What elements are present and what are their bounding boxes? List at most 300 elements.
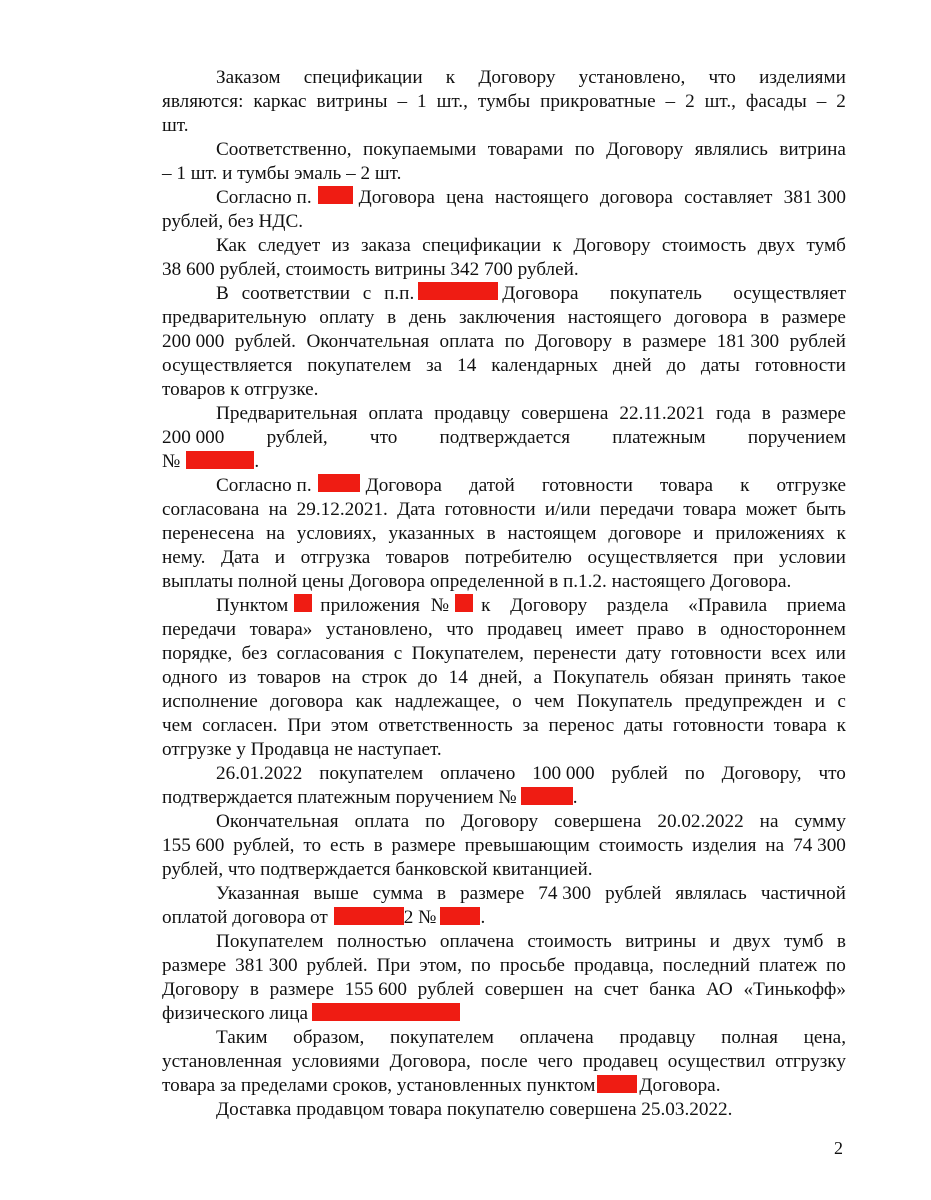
word: размере — [642, 331, 707, 352]
word: Договора — [502, 283, 579, 304]
word: витрины — [316, 91, 388, 112]
word: в — [387, 307, 397, 328]
word: передачи — [599, 499, 674, 520]
word: Дата — [220, 547, 260, 568]
word: покупатель — [609, 283, 702, 304]
word: на — [574, 979, 593, 1000]
word: указанных — [388, 523, 475, 544]
word: совершен — [484, 979, 564, 1000]
word: 100 000 — [532, 763, 595, 784]
word: Договору — [573, 235, 651, 256]
word: 200 000 — [162, 331, 225, 352]
word: витрина — [779, 139, 846, 160]
word: договора — [599, 187, 673, 208]
word: размере — [391, 835, 456, 856]
word: стоимость — [598, 835, 684, 856]
word: тумб — [806, 235, 846, 256]
page-number: 2 — [834, 1138, 843, 1158]
redaction-box — [597, 1075, 637, 1093]
word: совершена — [554, 811, 642, 832]
p13-line1 — [162, 1026, 846, 1050]
word: Окончательная — [216, 811, 339, 832]
p3-line1 — [162, 186, 846, 210]
word: 155 600 — [162, 835, 225, 856]
word: поручением — [747, 427, 846, 448]
p3-line2: рублей, без НДС. — [162, 211, 304, 232]
p7-line2 — [162, 498, 846, 522]
p5-text-b — [502, 282, 846, 306]
word: составляет — [684, 187, 773, 208]
word: 155 600 — [344, 979, 407, 1000]
word: к — [552, 235, 562, 256]
word: 200 000 — [162, 427, 225, 448]
word: за — [426, 355, 443, 376]
word: 29.12.2021. — [296, 499, 388, 520]
word: строк — [361, 667, 408, 688]
word: Покупателем — [216, 931, 324, 952]
word: оплата — [368, 403, 424, 424]
word: этом, — [419, 955, 462, 976]
word: договора — [270, 691, 344, 712]
word: перенесена — [162, 523, 255, 544]
word: Соответственно, — [216, 139, 352, 160]
word: стоимость — [527, 931, 612, 952]
redaction-box — [455, 594, 473, 612]
word: по — [574, 139, 595, 160]
word: в — [437, 883, 447, 904]
word: на — [331, 667, 351, 688]
word: изделия — [692, 835, 757, 856]
word: Как — [216, 235, 247, 256]
word: платежным — [612, 427, 706, 448]
p7-line4 — [162, 546, 846, 570]
p6-number-sign: № — [162, 451, 181, 472]
p11-line1 — [162, 882, 846, 906]
word: настоящего — [494, 187, 589, 208]
word: года — [716, 403, 751, 424]
p8-text-a: Пунктом — [216, 595, 289, 616]
word: потребителю — [464, 547, 572, 568]
word: 1 — [417, 91, 427, 112]
word: являлась — [675, 883, 747, 904]
word: или — [815, 643, 846, 664]
word: установлено, — [325, 619, 433, 640]
word: Договору — [606, 139, 684, 160]
word: цена — [446, 187, 484, 208]
word: Таким — [216, 1027, 268, 1048]
word: АО — [706, 979, 733, 1000]
word: то — [303, 835, 322, 856]
word: покупаемыми — [362, 139, 477, 160]
word: 22.11.2021 — [619, 403, 706, 424]
word: в — [761, 403, 771, 424]
redaction-box — [418, 282, 498, 300]
word: согласована — [162, 499, 260, 520]
word: оплачена — [519, 1027, 594, 1048]
word: до — [418, 667, 438, 688]
word: настоящем — [507, 523, 597, 544]
word: отгрузка — [300, 547, 371, 568]
word: Договору — [461, 811, 539, 832]
word: договора — [674, 307, 748, 328]
word: на — [266, 523, 285, 544]
p9-line2 — [162, 786, 846, 810]
p7-text-a: Согласно п. — [216, 475, 312, 496]
word: такое — [802, 667, 846, 688]
word: осуществляется — [162, 355, 293, 376]
word: дату — [625, 643, 662, 664]
redaction-box — [294, 594, 312, 612]
p13-line3 — [162, 1074, 846, 1098]
word: двух — [733, 931, 771, 952]
word: после — [480, 1051, 528, 1072]
p11-text-a: оплатой договора от — [162, 907, 328, 928]
word: принять — [724, 667, 792, 688]
word: рублей, — [266, 427, 328, 448]
word: осуществляется — [587, 547, 718, 568]
word: продавца, — [573, 955, 654, 976]
word: к — [836, 523, 846, 544]
p5-line2 — [162, 306, 846, 330]
word: готовности — [670, 643, 762, 664]
word: этом — [330, 715, 369, 736]
word: приложениях — [715, 523, 825, 544]
word: продавцу — [434, 403, 511, 424]
word: рублей — [789, 331, 846, 352]
word: предварительную — [162, 307, 307, 328]
word: что — [446, 619, 474, 640]
word: спецификации — [422, 235, 542, 256]
word: заказа — [360, 235, 411, 256]
redaction-box — [186, 451, 254, 469]
word: При — [376, 955, 411, 976]
word: платеж — [759, 955, 818, 976]
p12-text-a: физического лица — [162, 1003, 309, 1024]
word: отгрузку — [775, 1051, 846, 1072]
p8-line7: отгрузке у Продавца не наступает. — [162, 739, 442, 760]
word: как — [355, 691, 383, 712]
word: готовности — [444, 499, 536, 520]
word: одностороннем — [720, 619, 846, 640]
p11-period: . — [480, 907, 486, 928]
word: в — [759, 307, 770, 328]
word: быть — [806, 499, 846, 520]
word: осуществляет — [733, 283, 846, 304]
word: исполнение — [162, 691, 258, 712]
word: настоящего — [567, 307, 662, 328]
word: товарами — [487, 139, 564, 160]
word: 20.02.2022 — [657, 811, 744, 832]
word: по — [470, 955, 491, 976]
word: частичной — [760, 883, 846, 904]
word: ответственность — [378, 715, 513, 736]
word: надлежащее, — [394, 691, 500, 712]
word: в — [373, 835, 383, 856]
word: имеет — [575, 619, 624, 640]
word: условиями — [291, 1051, 380, 1072]
word: на — [765, 835, 785, 856]
word: чего — [537, 1051, 573, 1072]
word: всех — [770, 643, 807, 664]
word: раздела — [606, 595, 669, 616]
word: Договору — [534, 331, 613, 352]
p8-text-b: приложения № — [320, 595, 450, 616]
word: о — [512, 691, 522, 712]
word: продавец — [582, 1051, 658, 1072]
p5-line1 — [162, 282, 846, 306]
word: полностью — [336, 931, 427, 952]
word: перенести — [533, 643, 617, 664]
word: есть — [329, 835, 365, 856]
word: 381 300 — [235, 955, 298, 976]
word: из — [228, 667, 247, 688]
word: «Правила — [688, 595, 768, 616]
word: Договору, — [721, 763, 802, 784]
p8-line4 — [162, 666, 846, 690]
p8-line5 — [162, 690, 846, 714]
word: с — [837, 691, 846, 712]
word: являются: — [162, 91, 244, 112]
word: к — [445, 67, 456, 88]
word: готовности — [754, 355, 846, 376]
word: рублей — [417, 979, 474, 1000]
word: нему. — [162, 547, 206, 568]
word: – — [816, 91, 827, 112]
word: фасады — [745, 91, 807, 112]
word: счет — [603, 979, 639, 1000]
p11-line2 — [162, 906, 846, 930]
word: товаров — [257, 667, 321, 688]
word: готовности — [672, 715, 764, 736]
word: 74 300 — [538, 883, 592, 904]
word: размере — [460, 883, 525, 904]
p8-line6 — [162, 714, 846, 738]
word: рублей — [605, 883, 662, 904]
p10-line2 — [162, 834, 846, 858]
word: Договору — [510, 595, 588, 616]
redaction-box — [521, 787, 573, 805]
p14-line1: Доставка продавцом товара покупателю совершена 25.03.2022. — [216, 1099, 733, 1120]
word: в — [486, 523, 496, 544]
p9-line1 — [162, 762, 846, 786]
word: договоре — [608, 523, 682, 544]
word: полная — [721, 1027, 778, 1048]
word: 181 300 — [716, 331, 780, 352]
p1-line3: шт. — [162, 115, 189, 136]
word: может — [745, 499, 797, 520]
word: размере — [162, 955, 227, 976]
word: и — [814, 691, 826, 712]
word: образом, — [293, 1027, 365, 1048]
word: на — [759, 811, 779, 832]
word: предупрежден — [684, 691, 803, 712]
word: покупателем — [389, 1027, 494, 1048]
word: стоимость — [661, 235, 747, 256]
p13-text-a: товара за пределами сроков, установленных пунктом — [162, 1075, 596, 1096]
word: приема — [786, 595, 846, 616]
p12-line4 — [162, 1002, 846, 1026]
word: день — [408, 307, 447, 328]
word: и — [693, 523, 704, 544]
word: совершена — [521, 403, 609, 424]
word: оплата — [354, 811, 410, 832]
word: следует — [257, 235, 321, 256]
p9-period: . — [572, 787, 578, 808]
word: без — [241, 643, 268, 664]
word: покупателем — [319, 763, 424, 784]
word: отгрузке — [776, 475, 846, 496]
word: дней, — [478, 667, 523, 688]
word: продавцу — [619, 1027, 696, 1048]
word: даты — [624, 715, 664, 736]
word: передачи — [162, 619, 237, 640]
word: размере — [269, 979, 334, 1000]
word: продавец — [487, 619, 563, 640]
word: перенос — [548, 715, 615, 736]
word: по — [684, 763, 705, 784]
p3-text-a: Согласно п. — [216, 187, 312, 208]
word: Предварительная — [216, 403, 358, 424]
p5-line5: товаров к отгрузке. — [162, 379, 319, 400]
word: являлись — [694, 139, 768, 160]
word: чем — [534, 691, 565, 712]
word: витрины — [625, 931, 697, 952]
word: превышающим — [464, 835, 590, 856]
word: Договора, — [389, 1051, 471, 1072]
word: из — [331, 235, 350, 256]
p12-line3 — [162, 978, 846, 1002]
word: одного — [162, 667, 218, 688]
word: в — [697, 619, 707, 640]
word: чем — [162, 715, 193, 736]
p7-line3 — [162, 522, 846, 546]
word: 2 — [836, 91, 846, 112]
p8-line1 — [162, 594, 846, 618]
word: к — [836, 715, 846, 736]
redaction-box — [440, 907, 480, 925]
word: просьбе — [499, 955, 565, 976]
word: и — [274, 547, 286, 568]
word: Договора — [358, 187, 435, 208]
p10-line1 — [162, 810, 846, 834]
word: с — [393, 643, 403, 664]
word: каркас — [253, 91, 307, 112]
word: к — [740, 475, 750, 496]
p9-text-a: подтверждается платежным поручением № — [162, 787, 517, 808]
word: «Тинькофф» — [743, 979, 846, 1000]
word: товаров — [385, 547, 450, 568]
word: согласен. — [202, 715, 278, 736]
word: двух — [757, 235, 796, 256]
word: последний — [662, 955, 751, 976]
word: за — [522, 715, 539, 736]
p2-line1 — [162, 138, 846, 162]
p4-line2: 38 600 рублей, стоимость витрины 342 700 рублей. — [162, 259, 579, 280]
word: готовности — [541, 475, 633, 496]
word: шт., — [436, 91, 468, 112]
word: – — [397, 91, 408, 112]
word: изделиями — [759, 67, 846, 88]
word: по — [826, 955, 846, 976]
word: условиях, — [296, 523, 377, 544]
word: оплата — [439, 331, 495, 352]
word: в — [836, 931, 846, 952]
word: товара — [659, 475, 714, 496]
word: Заказом — [216, 67, 281, 88]
word: условии — [779, 547, 846, 568]
p1-line1 — [162, 66, 846, 90]
p7-line5: выплаты полной цены Договора определенной в п.1.2. настоящего Договора. — [162, 571, 792, 592]
word: и — [709, 931, 720, 952]
redaction-box — [334, 907, 404, 925]
word: по — [504, 331, 525, 352]
word: рублей, — [233, 835, 295, 856]
word: прикроватные — [540, 91, 656, 112]
word: 2 — [685, 91, 695, 112]
word: тумб — [784, 931, 824, 952]
p6-period: . — [254, 451, 260, 472]
word: право — [637, 619, 684, 640]
redaction-box — [312, 1003, 460, 1021]
word: рублей. — [234, 331, 296, 352]
word: банка — [649, 979, 696, 1000]
word: оплачено — [440, 763, 516, 784]
word: в — [249, 979, 259, 1000]
word: Покупатель — [576, 691, 673, 712]
word: Договора — [365, 475, 442, 496]
p7-line1 — [162, 474, 846, 498]
word: а — [533, 667, 542, 688]
word: 381 300 — [783, 187, 846, 208]
p13-text-b: Договора. — [639, 1075, 721, 1096]
redaction-box — [318, 474, 360, 492]
word: размере — [781, 307, 846, 328]
word: порядке, — [162, 643, 233, 664]
word: спецификации — [303, 67, 423, 88]
word: что — [369, 427, 398, 448]
word: на — [268, 499, 288, 520]
p7-text-b — [366, 474, 846, 498]
word: товара — [683, 499, 737, 520]
word: Покупателем, — [411, 643, 524, 664]
p8-text-c — [481, 594, 846, 618]
p8-line3 — [162, 642, 846, 666]
p5-line3 — [162, 330, 846, 354]
word: шт., — [704, 91, 736, 112]
p11-text-b: 2 № — [403, 907, 437, 928]
word: выше — [313, 883, 359, 904]
word: обязан — [659, 667, 714, 688]
word: Окончательная — [306, 331, 430, 352]
word: в — [622, 331, 632, 352]
p5-text-a: В соответствии с п.п. — [216, 283, 415, 304]
word: до — [666, 355, 686, 376]
p12-line1 — [162, 930, 846, 954]
word: и/или — [544, 499, 591, 520]
word: тумбы — [477, 91, 531, 112]
word: покупателем — [307, 355, 412, 376]
word: Договору — [478, 67, 556, 88]
word: календарных — [491, 355, 598, 376]
word: Указанная — [216, 883, 300, 904]
word: товара» — [249, 619, 313, 640]
p10-line3: рублей, что подтверждается банковской квитанцией. — [162, 859, 593, 880]
word: рублей. — [306, 955, 368, 976]
word: установлено, — [578, 67, 686, 88]
word: заключения — [458, 307, 556, 328]
p5-line4 — [162, 354, 846, 378]
p2-line2: – 1 шт. и тумбы эмаль – 2 шт. — [162, 163, 402, 184]
